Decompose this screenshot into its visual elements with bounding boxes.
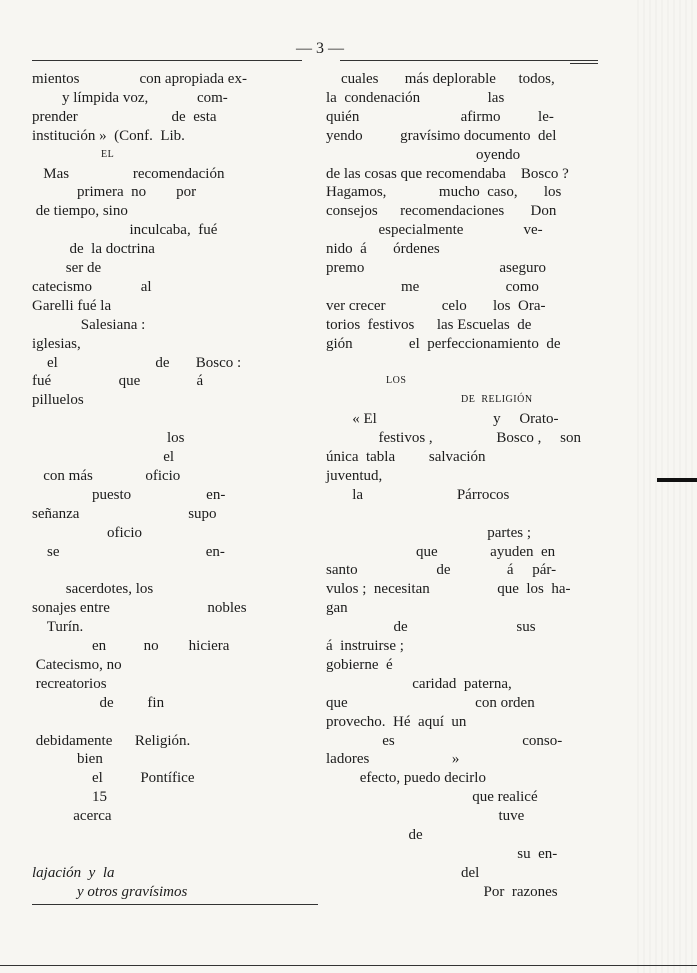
right-line: de sus [326, 619, 536, 636]
left-line: sacerdotes, los [32, 581, 154, 598]
left-line: iglesias, [32, 335, 81, 352]
right-line: consejos recomendaciones Don [326, 203, 557, 220]
left-line: señanza supo [32, 505, 217, 522]
column-bottom-rule-left [32, 904, 318, 905]
right-line: de las cosas que recomendaba Bosco ? [326, 165, 569, 182]
left-line: en no hiciera [32, 638, 230, 654]
left-line: lajación y la [32, 864, 115, 881]
left-line: primera no por [32, 184, 197, 201]
left-line: debidamente Religión. [32, 732, 191, 749]
left-line: y otros gravísimos [32, 883, 188, 900]
left-line: inculcaba, fué [32, 222, 218, 239]
right-line: LOS [326, 375, 407, 387]
right-line: cuales más deplorable todos, [326, 71, 555, 87]
right-line: juventud, [326, 467, 383, 484]
right-line: nido á órdenes [326, 241, 440, 258]
left-line: 15 [32, 789, 107, 806]
page-number: — 3 — [296, 40, 344, 57]
right-line: que realicé [326, 789, 538, 806]
left-line: ser de [32, 260, 102, 276]
left-line: puesto en- [32, 486, 226, 503]
right-line: santo de á pár- [326, 562, 557, 579]
right-line: Hagamos, mucho caso, los [326, 184, 562, 201]
right-line: tuve [326, 808, 525, 825]
right-line: gobierne é [326, 656, 393, 673]
left-line: el Pontífice [32, 770, 195, 787]
right-line: caridad paterna, [326, 675, 512, 692]
left-line: institución » (Conf. Lib. [32, 127, 185, 144]
right-line: única tabla salvación [326, 449, 486, 465]
margin-mark [657, 478, 697, 482]
right-line: á instruirse ; [326, 638, 404, 654]
left-line: acerca [32, 808, 112, 825]
right-line: gan [326, 600, 348, 617]
right-line: vulos ; necesitan que los ha- [326, 581, 571, 598]
left-line: prender de esta [32, 108, 217, 125]
left-line: se en- [32, 543, 225, 560]
right-line: Por razones [326, 883, 558, 900]
left-line: el de Bosco : [32, 354, 242, 371]
left-line: EL [32, 148, 115, 160]
right-line: ver crecer celo los Ora- [326, 297, 546, 314]
right-line: yendo gravísimo documento del [326, 127, 557, 144]
right-line: gión el perfeccionamiento de [326, 335, 561, 352]
right-line: premo aseguro [326, 260, 546, 276]
scan-edge-texture [637, 0, 697, 973]
right-line: provecho. Hé aquí un [326, 713, 467, 730]
header-rule-double-right [570, 63, 598, 64]
left-line: los [32, 430, 185, 447]
left-line: mientos con apropiada ex- [32, 71, 247, 87]
left-line: fué que á [32, 373, 204, 390]
right-line: festivos , Bosco , son [326, 430, 581, 447]
left-line: de tiempo, sino [32, 203, 128, 220]
left-line: Turín. [32, 619, 84, 636]
header-rule-right [340, 60, 598, 61]
page-bottom-rule [0, 965, 697, 966]
right-line: quién afirmo le- [326, 108, 554, 125]
right-line: que con orden [326, 694, 535, 711]
right-line: efecto, puedo decirlo [326, 770, 486, 787]
header-rule-left [32, 60, 302, 61]
left-line: recreatorios [32, 675, 107, 692]
right-line: me como [326, 278, 539, 295]
right-line: DE RELIGIÓN [326, 394, 533, 406]
left-line: el [32, 449, 175, 465]
left-line: Mas recomendación [32, 165, 225, 182]
left-line: de la doctrina [32, 241, 155, 258]
right-line: torios festivos las Escuelas de [326, 316, 532, 333]
right-line: la Párrocos [326, 486, 510, 503]
left-line: con más oficio [32, 467, 181, 484]
right-line: su en- [326, 845, 558, 862]
left-line: catecismo al [32, 278, 152, 295]
right-line: de [326, 827, 423, 843]
right-line: partes ; [326, 524, 531, 541]
right-line: la condenación las [326, 89, 505, 106]
left-line: de fin [32, 694, 165, 711]
right-line: especialmente ve- [326, 222, 543, 239]
right-line: ladores » [326, 751, 460, 768]
left-line: Garelli fué la [32, 297, 112, 314]
left-line: bien [32, 751, 103, 768]
left-line: pilluelos [32, 392, 84, 409]
right-line: que ayuden en [326, 543, 556, 560]
left-line: y límpida voz, com- [32, 89, 228, 106]
right-line: « El y Orato- [326, 411, 559, 428]
right-line: del [326, 864, 480, 881]
left-line: oficio [32, 524, 142, 541]
right-line: es conso- [326, 732, 563, 749]
right-line: oyendo [326, 146, 521, 163]
left-line: sonajes entre nobles [32, 600, 247, 617]
left-line: Salesiana : [32, 316, 146, 333]
left-line: Catecismo, no [32, 656, 122, 673]
